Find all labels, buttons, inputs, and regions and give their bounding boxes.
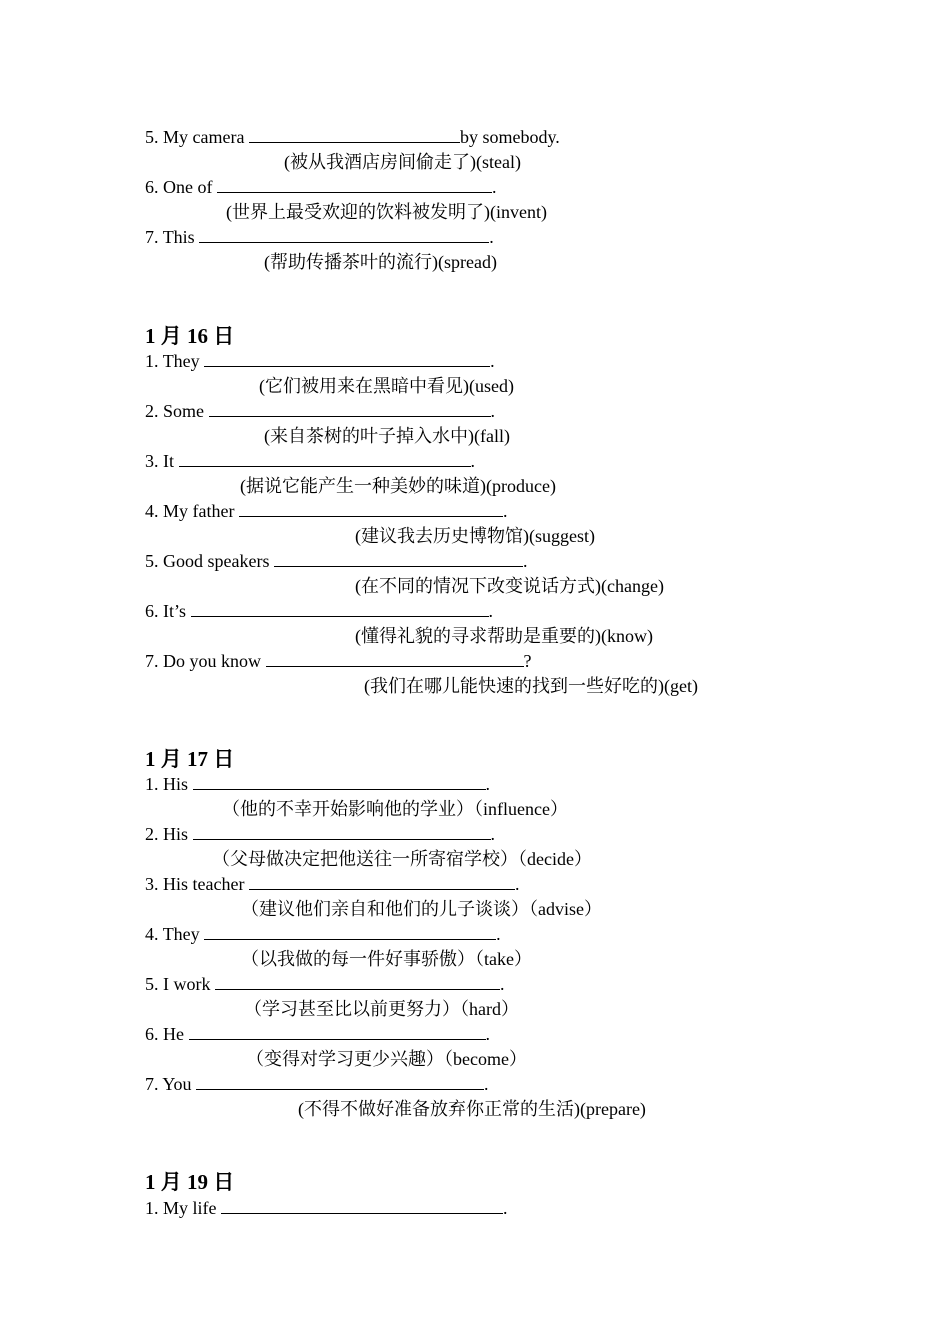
item-prompt: He [163,1024,184,1044]
item-number: 5. [145,551,159,571]
answer-blank[interactable] [274,549,523,567]
section-heading: 1 月 17 日 [145,747,235,771]
item-prompt: You [162,1074,192,1094]
exercise-line [145,175,496,199]
item-number: 6. [145,1024,159,1044]
item-prompt: It [163,451,174,471]
item-number: 6. [145,177,159,197]
answer-blank[interactable] [191,599,489,617]
item-prompt: His teacher [163,874,245,894]
item-prompt: They [162,351,200,371]
chinese-hint: （以我做的每一件好事骄傲）（take） [241,949,532,969]
item-after: . [496,924,501,944]
item-prompt: My life [163,1198,217,1218]
chinese-hint: （建议他们亲自和他们的儿子谈谈）（advise） [241,899,602,919]
answer-blank[interactable] [179,449,471,467]
item-number: 5. [145,974,159,994]
exercise-line [145,649,532,673]
answer-blank[interactable] [249,125,460,143]
item-after: ? [523,651,532,671]
section-heading: 1 月 16 日 [145,324,235,348]
item-after: . [490,824,496,844]
chinese-hint: (在不同的情况下改变说话方式)(change) [355,576,664,596]
exercise-line [145,349,495,373]
item-prompt: They [162,924,200,944]
item-number: 4. [145,924,159,944]
chinese-hint: (世界上最受欢迎的饮料被发明了)(invent) [226,202,547,222]
item-number: 2. [145,401,159,421]
item-number: 7. [145,651,159,671]
answer-blank[interactable] [239,499,503,517]
item-after: . [522,551,528,571]
item-number: 5. [145,127,159,147]
answer-blank[interactable] [215,972,500,990]
item-number: 3. [145,874,159,894]
item-after: . [514,874,520,894]
item-after: by somebody. [459,127,560,147]
item-after: . [488,601,494,621]
item-number: 1. [145,1198,159,1218]
exercise-line [145,872,519,896]
item-prompt: One of [163,177,213,197]
chinese-hint: (不得不做好准备放弃你正常的生活)(prepare) [298,1099,646,1119]
answer-blank[interactable] [199,225,489,243]
item-number: 7. [145,227,159,247]
exercise-line [145,549,527,573]
answer-blank[interactable] [266,649,524,667]
answer-blank[interactable] [217,175,492,193]
exercise-line [145,399,495,423]
item-number: 1. [145,351,159,371]
item-after: . [502,501,508,521]
item-number: 4. [145,501,159,521]
item-prompt: His [163,774,189,794]
exercise-line [145,1072,489,1096]
chinese-hint: （学习甚至比以前更努力）（hard） [244,999,519,1019]
item-prompt: His [163,824,189,844]
exercise-line [145,449,475,473]
answer-blank[interactable] [204,349,490,367]
chinese-hint: （变得对学习更少兴趣）（become） [246,1049,527,1069]
item-after: . [490,401,496,421]
answer-blank[interactable] [193,822,491,840]
answer-blank[interactable] [196,1072,484,1090]
exercise-line [145,822,495,846]
item-number: 3. [145,451,159,471]
item-prompt: My father [163,501,235,521]
exercise-line [145,1196,508,1220]
chinese-hint: (据说它能产生一种美妙的味道)(produce) [240,476,556,496]
item-prompt: I work [163,974,211,994]
item-after: . [470,451,475,471]
chinese-hint: (我们在哪儿能快速的找到一些好吃的)(get) [364,676,698,696]
item-number: 1. [145,774,159,794]
exercise-line [145,499,507,523]
exercise-line [145,772,490,796]
exercise-line [145,599,493,623]
answer-blank[interactable] [209,399,491,417]
item-number: 6. [145,601,159,621]
item-after: . [484,1074,489,1094]
exercise-line [145,125,560,149]
item-after: . [503,1198,508,1218]
exercise-line [145,972,505,996]
item-after: . [485,774,491,794]
chinese-hint: (懂得礼貌的寻求帮助是重要的)(know) [355,626,653,646]
answer-blank[interactable] [189,1022,486,1040]
exercise-line [145,225,494,249]
chinese-hint: （他的不幸开始影响他的学业）（influence） [222,799,568,819]
exercise-line [145,1022,490,1046]
item-after: . [485,1024,490,1044]
chinese-hint: (帮助传播茶叶的流行)(spread) [264,252,497,272]
answer-blank[interactable] [204,922,496,940]
item-after: . [490,351,495,371]
item-after: . [489,227,494,247]
chinese-hint: (它们被用来在黑暗中看见)(used) [259,376,514,396]
item-number: 7. [145,1074,159,1094]
item-prompt: It’s [163,601,187,621]
chinese-hint: (来自茶树的叶子掉入水中)(fall) [264,426,510,446]
answer-blank[interactable] [249,872,515,890]
item-prompt: Some [163,401,205,421]
item-prompt: This [162,227,195,247]
exercise-line [145,922,501,946]
item-after: . [491,177,497,197]
item-prompt: My camera [163,127,245,147]
section-heading: 1 月 19 日 [145,1170,235,1194]
chinese-hint: (被从我酒店房间偷走了)(steal) [284,152,521,172]
item-prompt: Do you know [163,651,261,671]
answer-blank[interactable] [193,772,486,790]
chinese-hint: (建议我去历史博物馆)(suggest) [355,526,595,546]
item-number: 2. [145,824,159,844]
item-after: . [500,974,505,994]
answer-blank[interactable] [221,1196,503,1214]
item-prompt: Good speakers [163,551,270,571]
chinese-hint: （父母做决定把他送往一所寄宿学校）（decide） [212,849,592,869]
